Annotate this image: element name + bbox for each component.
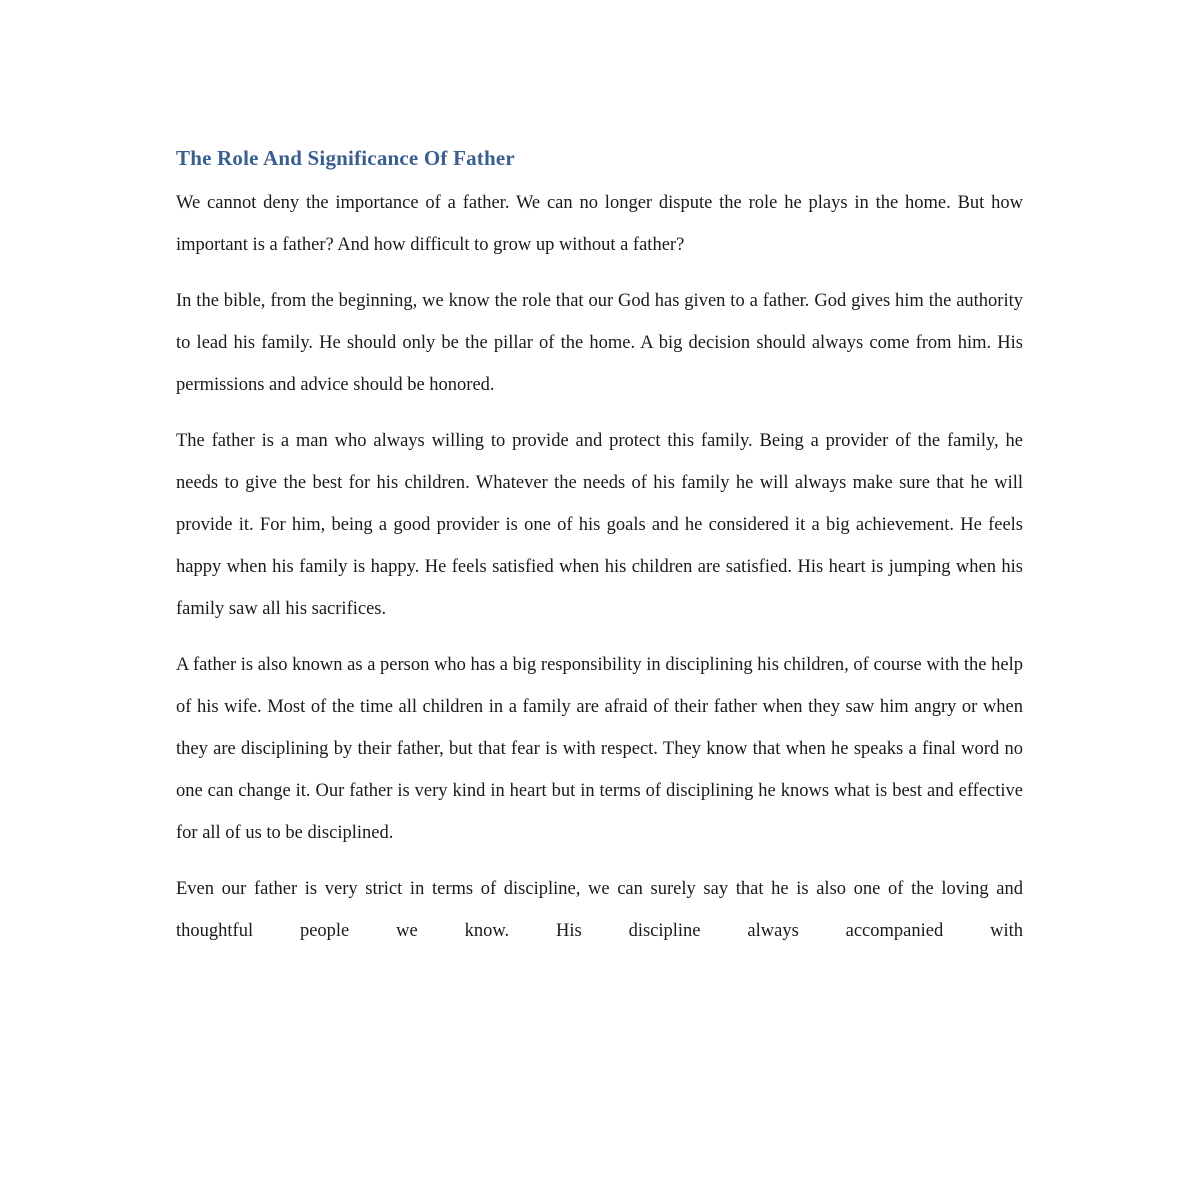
- paragraph: A father is also known as a person who has a big responsibility in disciplining his children, of course with the help of his wife. Most of the time all children in a family are afraid of their father when they saw him angry or when they are disciplining by their father, but that fear is with respect. They know that when he speaks a final word no one can change it. Our father is very kind in heart but in terms of disciplining he knows what is best and effective for all of us to be disciplined.: [176, 655, 1023, 843]
- document-title: The Role And Significance Of Father: [176, 146, 515, 170]
- paragraph: Even our father is very strict in terms of discipline, we can surely say that he is also one of the loving and thoughtful people we know. His discipline always accompanied with: [176, 879, 1023, 941]
- paragraph: We cannot deny the importance of a father. We can no longer dispute the role he plays in the home. But how important is a father? And how difficult to grow up without a father?: [176, 193, 1023, 255]
- document-page: [176, 140, 1023, 966]
- paragraph: The father is a man who always willing to provide and protect this family. Being a provider of the family, he needs to give the best for his children. Whatever the needs of his family he will always make sure that he will provide it. For him, being a good provider is one of his goals and he considered it a big achievement. He feels happy when his family is happy. He feels satisfied when his children are satisfied. His heart is jumping when his family saw all his sacrifices.: [176, 431, 1023, 619]
- paragraph: In the bible, from the beginning, we know the role that our God has given to a father. God gives him the authority to lead his family. He should only be the pillar of the home. A big decision should always come from him. His permissions and advice should be honored.: [176, 291, 1023, 395]
